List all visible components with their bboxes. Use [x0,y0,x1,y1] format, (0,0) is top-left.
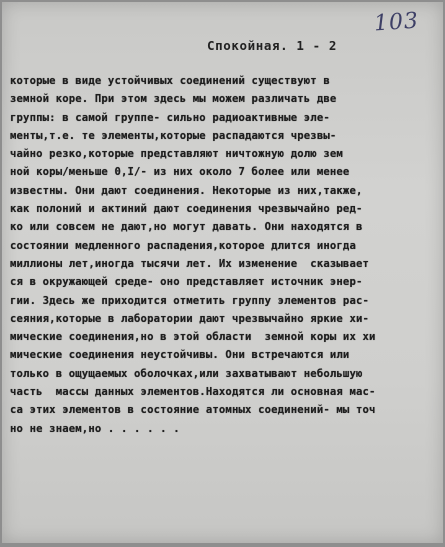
text-line: миллионы лет,иногда тысячи лет. Их изменение сказывает [10,257,370,270]
folio-number: 103 [373,8,420,37]
page-header: Спокойная. 1 - 2 [207,38,338,53]
text-line: мические соединения,но в этой области земной коры их хи [10,331,376,344]
text-line: сеяния,которые в лаборатории дают чрезвычайно яркие хи- [10,312,370,325]
text-line: группы: в самой группе- сильно радиоактивные эле- [10,111,330,124]
text-line: ной коры/меньше 0,I/- из них около 7 более или менее [10,166,350,179]
text-line: ся в окружающей среде- оно представляет источник энер- [10,276,363,289]
text-line: са этих элементов в состояние атомных соединений- мы точ [10,404,376,417]
text-line: чайно резко,которые представляют ничтожную долю зем [10,148,343,161]
text-line: мические соединения неустойчивы. Они встречаются или [10,349,350,362]
text-line: земной коре. При этом здесь мы можем различать две [10,93,337,106]
text-line: которые в виде устойчивых соединений существуют в [10,75,330,87]
text-line: только в ощущаемых оболочках,или захватывают небольшую [10,367,363,380]
text-line: часть массы данных элементов.Находятся ли основная мас- [10,386,376,399]
body-text [10,72,442,438]
text-line: гии. Здесь же приходится отметить группу элементов рас- [10,294,370,307]
text-line: как полоний и актиний дают соединения чрезвычайно ред- [10,203,363,216]
text-line: но не знаем,но . . . . . . [10,422,180,435]
typewritten-page [2,2,443,543]
text-line: менты,т.е. те элементы,которые распадаются чрезвы- [10,129,337,142]
text-line: ко или совсем не дают,но могут давать. Они находятся в [10,221,363,234]
text-line: состоянии медленного распадения,которое длится иногда [10,239,356,252]
text-line: известны. Они дают соединения. Некоторые из них,также, [10,184,363,197]
